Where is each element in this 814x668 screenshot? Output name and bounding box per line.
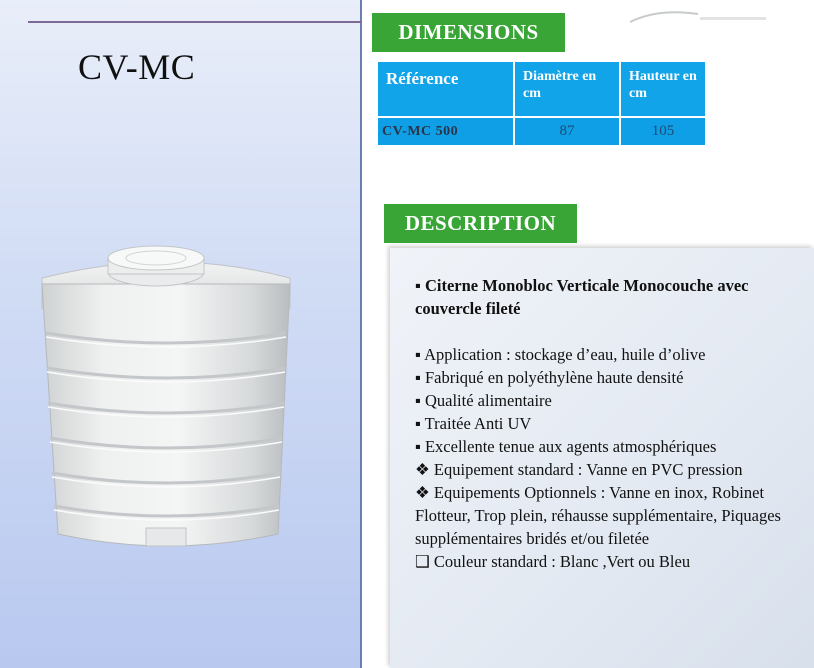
list-item: ❖ Equipements Optionnels : Vanne en inox, Robinet Flotteur, Trop plein, réhausse supplémentaire, Piquages supplémentaires bridés et/ou filetée [415,483,781,548]
cell-diameter: 87 [515,118,619,145]
description-body [415,274,805,573]
water-tank-image [28,238,308,558]
description-heading: DESCRIPTION [384,204,577,243]
cell-height: 105 [621,118,705,145]
table-row [378,118,705,145]
table-header-row [378,62,705,116]
header-reference: Référence [378,62,513,116]
description-lead: ▪ Citerne Monobloc Verticale Monocouche avec couvercle fileté [415,276,749,318]
logo-watermark [628,8,768,26]
list-item: ❑ Couleur standard : Blanc ,Vert ou Bleu [415,552,691,571]
list-item: ▪ Fabriqué en polyéthylène haute densité [415,368,684,387]
dimensions-table [376,60,707,147]
list-item: ❖ Equipement standard : Vanne en PVC pression [415,460,743,479]
dimensions-heading: DIMENSIONS [372,13,565,52]
divider-line [28,21,362,23]
header-height: Hauteur en cm [621,62,705,116]
list-item: ▪ Excellente tenue aux agents atmosphériques [415,437,717,456]
list-item: ▪ Application : stockage d’eau, huile d’olive [415,345,706,364]
cell-reference: CV-MC 500 [378,118,513,145]
list-item: ▪ Traitée Anti UV [415,414,532,433]
list-item: ▪ Qualité alimentaire [415,391,552,410]
product-title: CV-MC [78,47,196,87]
header-diameter: Diamètre en cm [515,62,619,116]
